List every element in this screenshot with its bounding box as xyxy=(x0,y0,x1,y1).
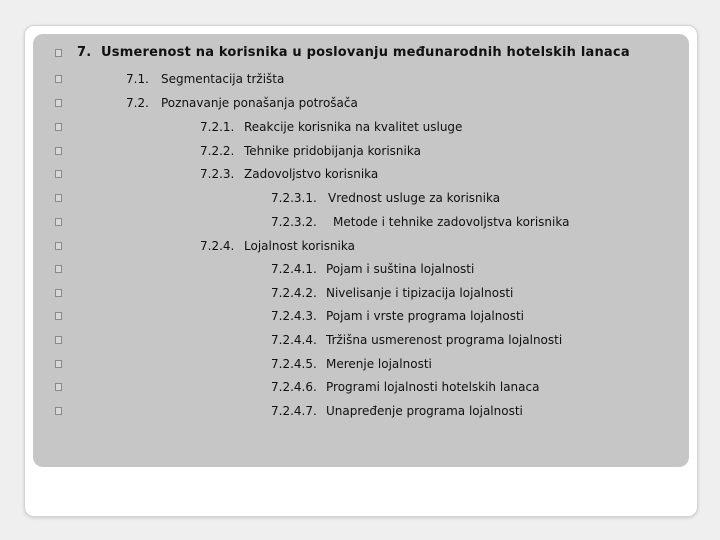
outline-item xyxy=(33,261,689,281)
square-bullet-icon xyxy=(55,360,62,368)
item-text: Zadovoljstvo korisnika xyxy=(244,167,379,181)
item-number: 7.2.4.6. xyxy=(271,380,317,394)
square-bullet-icon xyxy=(55,383,62,391)
square-bullet-icon xyxy=(55,407,62,415)
outline-item xyxy=(33,285,689,305)
item-number: 7.2.4. xyxy=(200,239,235,253)
item-text: Programi lojalnosti hotelskih lanaca xyxy=(326,380,540,394)
item-number: 7.2.4.2. xyxy=(271,286,317,300)
item-number: 7.2.3.2. xyxy=(271,215,317,229)
square-bullet-icon xyxy=(55,99,62,107)
item-text: Poznavanje ponašanja potrošača xyxy=(161,96,358,110)
item-number: 7.2.4.5. xyxy=(271,357,317,371)
item-text: Unapređenje programa lojalnosti xyxy=(326,404,523,418)
item-text: Tržišna usmerenost programa lojalnosti xyxy=(326,333,563,347)
square-bullet-icon xyxy=(55,218,62,226)
outline-item xyxy=(33,95,689,115)
item-number: 7.2.3.1. xyxy=(271,191,317,205)
outline-item xyxy=(33,332,689,352)
square-bullet-icon xyxy=(55,147,62,155)
square-bullet-icon xyxy=(55,194,62,202)
item-text: Pojam i suština lojalnosti xyxy=(326,262,475,276)
item-text: Usmerenost na korisnika u poslovanju međunarodnih hotelskih lanaca xyxy=(101,45,630,60)
square-bullet-icon xyxy=(55,123,62,131)
outline-item xyxy=(33,379,689,399)
item-text: Pojam i vrste programa lojalnosti xyxy=(326,309,525,323)
item-number: 7.2.2. xyxy=(200,144,235,158)
item-text: Merenje lojalnosti xyxy=(326,357,432,371)
slide xyxy=(24,25,698,517)
item-number: 7.2.1. xyxy=(200,120,235,134)
content-panel xyxy=(33,34,689,467)
item-text: Metode i tehnike zadovoljstva korisnika xyxy=(333,215,570,229)
outline-item xyxy=(33,238,689,258)
item-number: 7.1. xyxy=(126,72,149,86)
item-number: 7.2.4.7. xyxy=(271,404,317,418)
square-bullet-icon xyxy=(55,75,62,83)
item-text: Vrednost usluge za korisnika xyxy=(328,191,501,205)
outline-item xyxy=(33,308,689,328)
square-bullet-icon xyxy=(55,49,62,57)
item-number: 7. xyxy=(77,45,92,60)
outline-item xyxy=(33,119,689,139)
item-text: Lojalnost korisnika xyxy=(244,239,355,253)
item-number: 7.2.4.4. xyxy=(271,333,317,347)
outline-item xyxy=(33,166,689,186)
square-bullet-icon xyxy=(55,170,62,178)
item-text: Tehnike pridobijanja korisnika xyxy=(244,144,421,158)
item-text: Segmentacija tržišta xyxy=(161,72,285,86)
square-bullet-icon xyxy=(55,289,62,297)
item-number: 7.2. xyxy=(126,96,149,110)
item-text: Reakcije korisnika na kvalitet usluge xyxy=(244,120,463,134)
outline-item xyxy=(33,190,689,210)
square-bullet-icon xyxy=(55,242,62,250)
item-number: 7.2.4.3. xyxy=(271,309,317,323)
square-bullet-icon xyxy=(55,265,62,273)
square-bullet-icon xyxy=(55,312,62,320)
item-number: 7.2.4.1. xyxy=(271,262,317,276)
outline-item xyxy=(33,214,689,234)
outline-item xyxy=(33,45,689,65)
square-bullet-icon xyxy=(55,336,62,344)
outline-item xyxy=(33,356,689,376)
outline-item xyxy=(33,143,689,163)
outline-item xyxy=(33,403,689,423)
item-text: Nivelisanje i tipizacija lojalnosti xyxy=(326,286,514,300)
outline-item xyxy=(33,71,689,91)
item-number: 7.2.3. xyxy=(200,167,235,181)
